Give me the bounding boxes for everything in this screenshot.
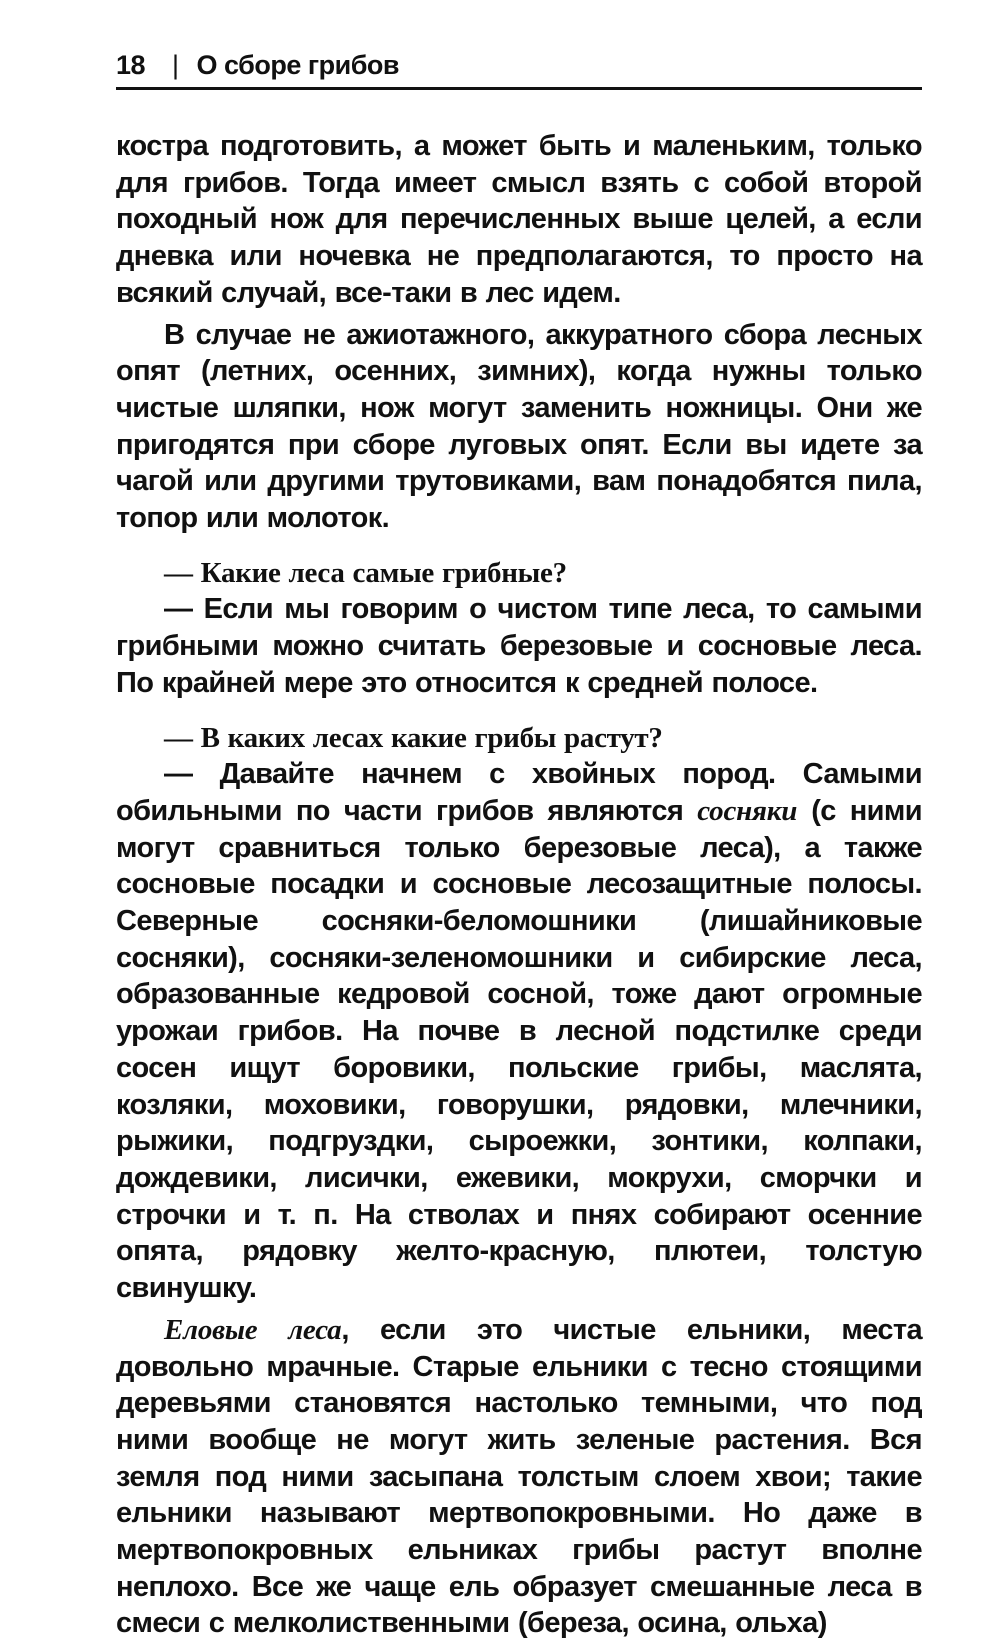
answer-2-rest: (с ними могут сравниться только березовые леса), а также сосновые посадки и сосновые лесозащитные полосы. Северные сосняки-беломошники (лишайниковые сосняки), сосняки-зеленомошники и сибирские леса, образованные кедровой сосной, тоже дают огромные урожаи грибов. На почве в лесной подстилке среди сосен ищут боровики, польские грибы, маслята, козляки, моховики, говорушки, рядовки, млечники, рыжики, подгруздки, сыроежки, зонтики, колпаки, дождевики, лисички, ежевики, мокрухи, сморчки и строчки и т. п. На стволах и пнях собирают осенние опята, рядовку желто-красную, плютеи, толстую свинушку.: [116, 794, 922, 1305]
page-number: 18: [116, 50, 146, 80]
header-separator: |: [172, 50, 179, 80]
answer-2: [116, 756, 922, 1307]
paragraph-spruce: [116, 1312, 922, 1642]
paragraph-tools: В случае не ажиотажного, аккуратного сбора лесных опят (летних, осенних, зимних), когда нужны только чистые шляпки, нож могут заменить ножницы. Они же пригодятся при сборе луговых опят. Если вы идете за чагой или другими трутовиками, вам понадобятся пила, топор или молоток.: [116, 318, 922, 535]
answer-1: — Если мы говорим о чистом типе леса, то самыми грибными можно считать березовые и сосновые леса. По крайней мере это относится к средней полосе.: [116, 593, 922, 699]
body-text: [116, 128, 922, 1642]
section-title: О сборе грибов: [196, 50, 399, 80]
question-1: — Какие леса самые грибные?: [164, 556, 567, 589]
term-spruce-forests: Еловые леса: [164, 1313, 342, 1346]
paragraph-continuation: костра подготовить, а может быть и маленьким, только для грибов. Тогда имеет смысл взять с собой второй походный нож для перечисленных выше целей, а если дневка или ночевка не предполагаются, то просто на всякий случай, все-таки в лес идем.: [116, 130, 922, 309]
running-header: [116, 44, 922, 90]
answer-2-start: — Давайте начнем с хвойных пород. Самыми обильными по части грибов являются: [116, 758, 922, 827]
question-2: — В каких лесах какие грибы растут?: [164, 721, 663, 754]
paragraph-spruce-text: , если это чистые ельники, места довольно мрачные. Старые ельники с тесно стоящими деревьями становятся настолько темными, что под ними вообще не могут жить зеленые растения. Вся земля под ними засыпана толстым слоем хвои; такие ельники называют мертвопокровными. Но даже в мертвопокровных ельниках грибы растут вполне неплохо. Все же чаще ель образует смешанные леса в смеси с мелколиственными (береза, осина, ольха): [116, 1313, 923, 1640]
term-pine-forests: сосняки: [697, 794, 798, 827]
